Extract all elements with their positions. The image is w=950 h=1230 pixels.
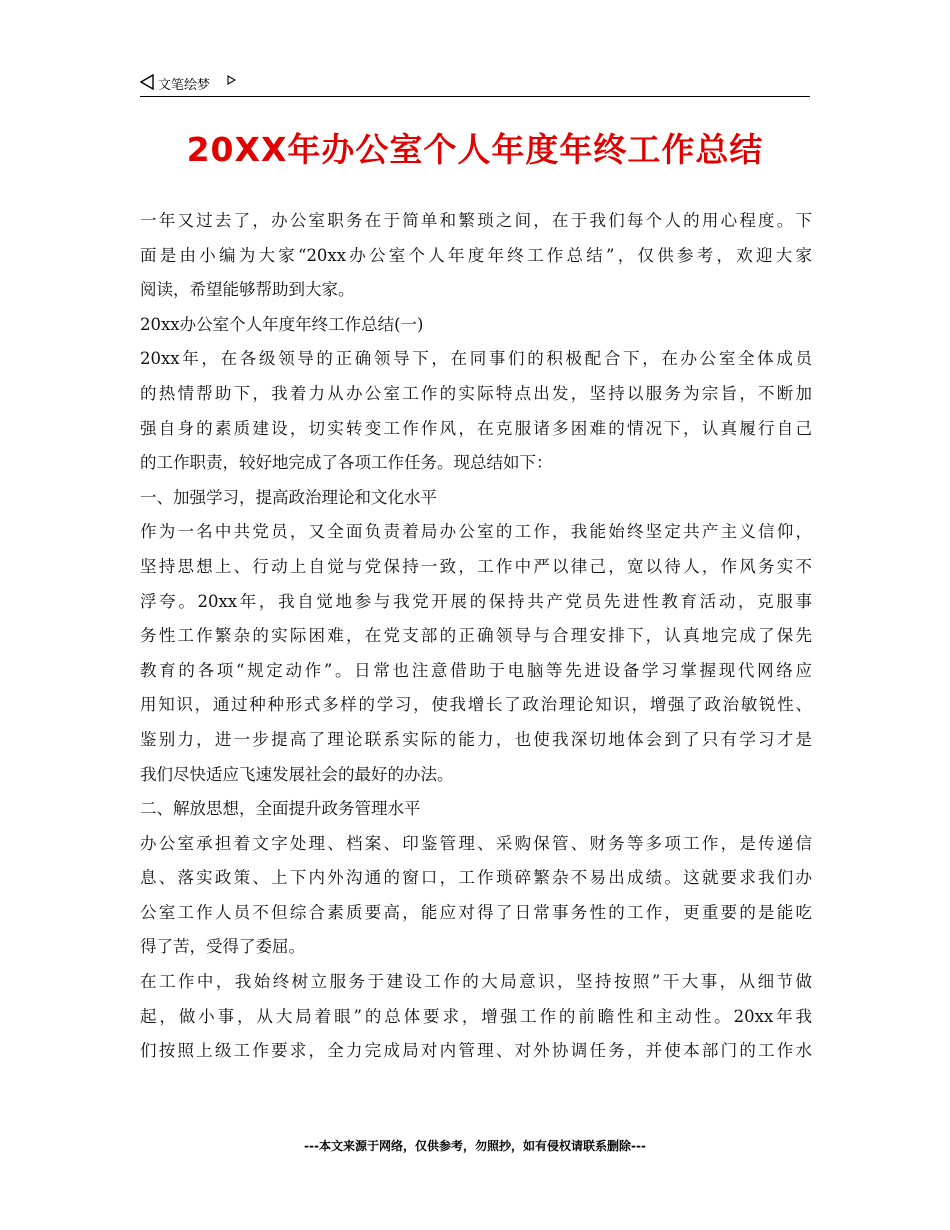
- text-line: 们按照上级工作要求，全力完成局对内管理、对外协调任务，并使本部门的工作水: [140, 1041, 812, 1061]
- text-line: 鉴别力，进一步提高了理论联系实际的能力，也使我深切地体会到了只有学习才是: [140, 729, 812, 749]
- text-line: 浮夸。20xx年，我自觉地参与我党开展的保持共产党员先进性教育活动，克服事: [140, 591, 812, 611]
- text-line: 教育的各项“规定动作”。日常也注意借助于电脑等先进设备学习掌握现代网络应: [140, 660, 812, 680]
- page-footer: ---本文来源于网络，仅供参考，勿照抄，如有侵权请联系删除---: [304, 1139, 646, 1153]
- text-line: 的热情帮助下，我着力从办公室工作的实际特点出发，坚持以服务为宗旨，不断加: [140, 383, 812, 403]
- document-title: 20XX年办公室个人年度年终工作总结: [186, 130, 764, 169]
- text-line: 用知识，通过种种形式多样的学习，使我增长了政治理论知识，增强了政治敏锐性、: [140, 695, 812, 715]
- text-line: 的工作职责，较好地完成了各项工作任务。现总结如下：: [140, 453, 553, 473]
- text-line: 一年又过去了，办公室职务在于简单和繁琐之间，在于我们每个人的用心程度。下: [140, 211, 812, 230]
- text-line: 公室工作人员不但综合素质要高，能应对得了日常事务性的工作，更重要的是能吃: [140, 902, 812, 922]
- document-body: [140, 204, 812, 1069]
- triangle-right-icon: [227, 75, 236, 85]
- text-line: 阅读，希望能够帮助到大家。: [140, 280, 355, 300]
- text-line: 起，做小事，从大局着眼”的总体要求，增强工作的前瞻性和主动性。20xx年我: [140, 1006, 812, 1026]
- text-line: 坚持思想上、行动上自觉与党保持一致，工作中严以律己，宽以待人，作风务实不: [140, 556, 812, 576]
- text-line: 务性工作繁杂的实际困难，在党支部的正确领导与合理安排下，认真地完成了保先: [140, 626, 812, 646]
- text-line: 面是由小编为大家“20xx办公室个人年度年终工作总结”，仅供参考，欢迎大家: [140, 245, 812, 265]
- section-heading: 二、解放思想，全面提升政务管理水平: [140, 799, 421, 819]
- triangle-left-icon: [140, 74, 154, 90]
- header-brand: 文笔绘梦: [158, 78, 211, 93]
- text-line: 息、落实政策、上下内外沟通的窗口，工作琐碎繁杂不易出成绩。这就要求我们办: [140, 868, 812, 888]
- text-line: 在工作中，我始终树立服务于建设工作的大局意识，坚持按照”干大事，从细节做: [140, 972, 812, 992]
- text-line: 强自身的素质建设，切实转变工作作风，在克服诸多困难的情况下，认真履行自己: [140, 418, 812, 438]
- text-line: 办公室承担着文字处理、档案、印鉴管理、采购保管、财务等多项工作，是传递信: [140, 833, 812, 853]
- text-line: 我们尽快适应飞速发展社会的最好的办法。: [140, 764, 454, 784]
- section-heading: 一、加强学习，提高政治理论和文化水平: [140, 487, 437, 507]
- text-line: 作为一名中共党员，又全面负责着局办公室的工作，我能始终坚定共产主义信仰，: [140, 522, 812, 542]
- section-heading: 20xx办公室个人年度年终工作总结(一): [140, 314, 424, 334]
- text-line: 20xx年，在各级领导的正确领导下，在同事们的积极配合下，在办公室全体成员: [140, 349, 812, 369]
- page-header: [140, 70, 810, 97]
- text-line: 得了苦，受得了委屈。: [140, 937, 305, 957]
